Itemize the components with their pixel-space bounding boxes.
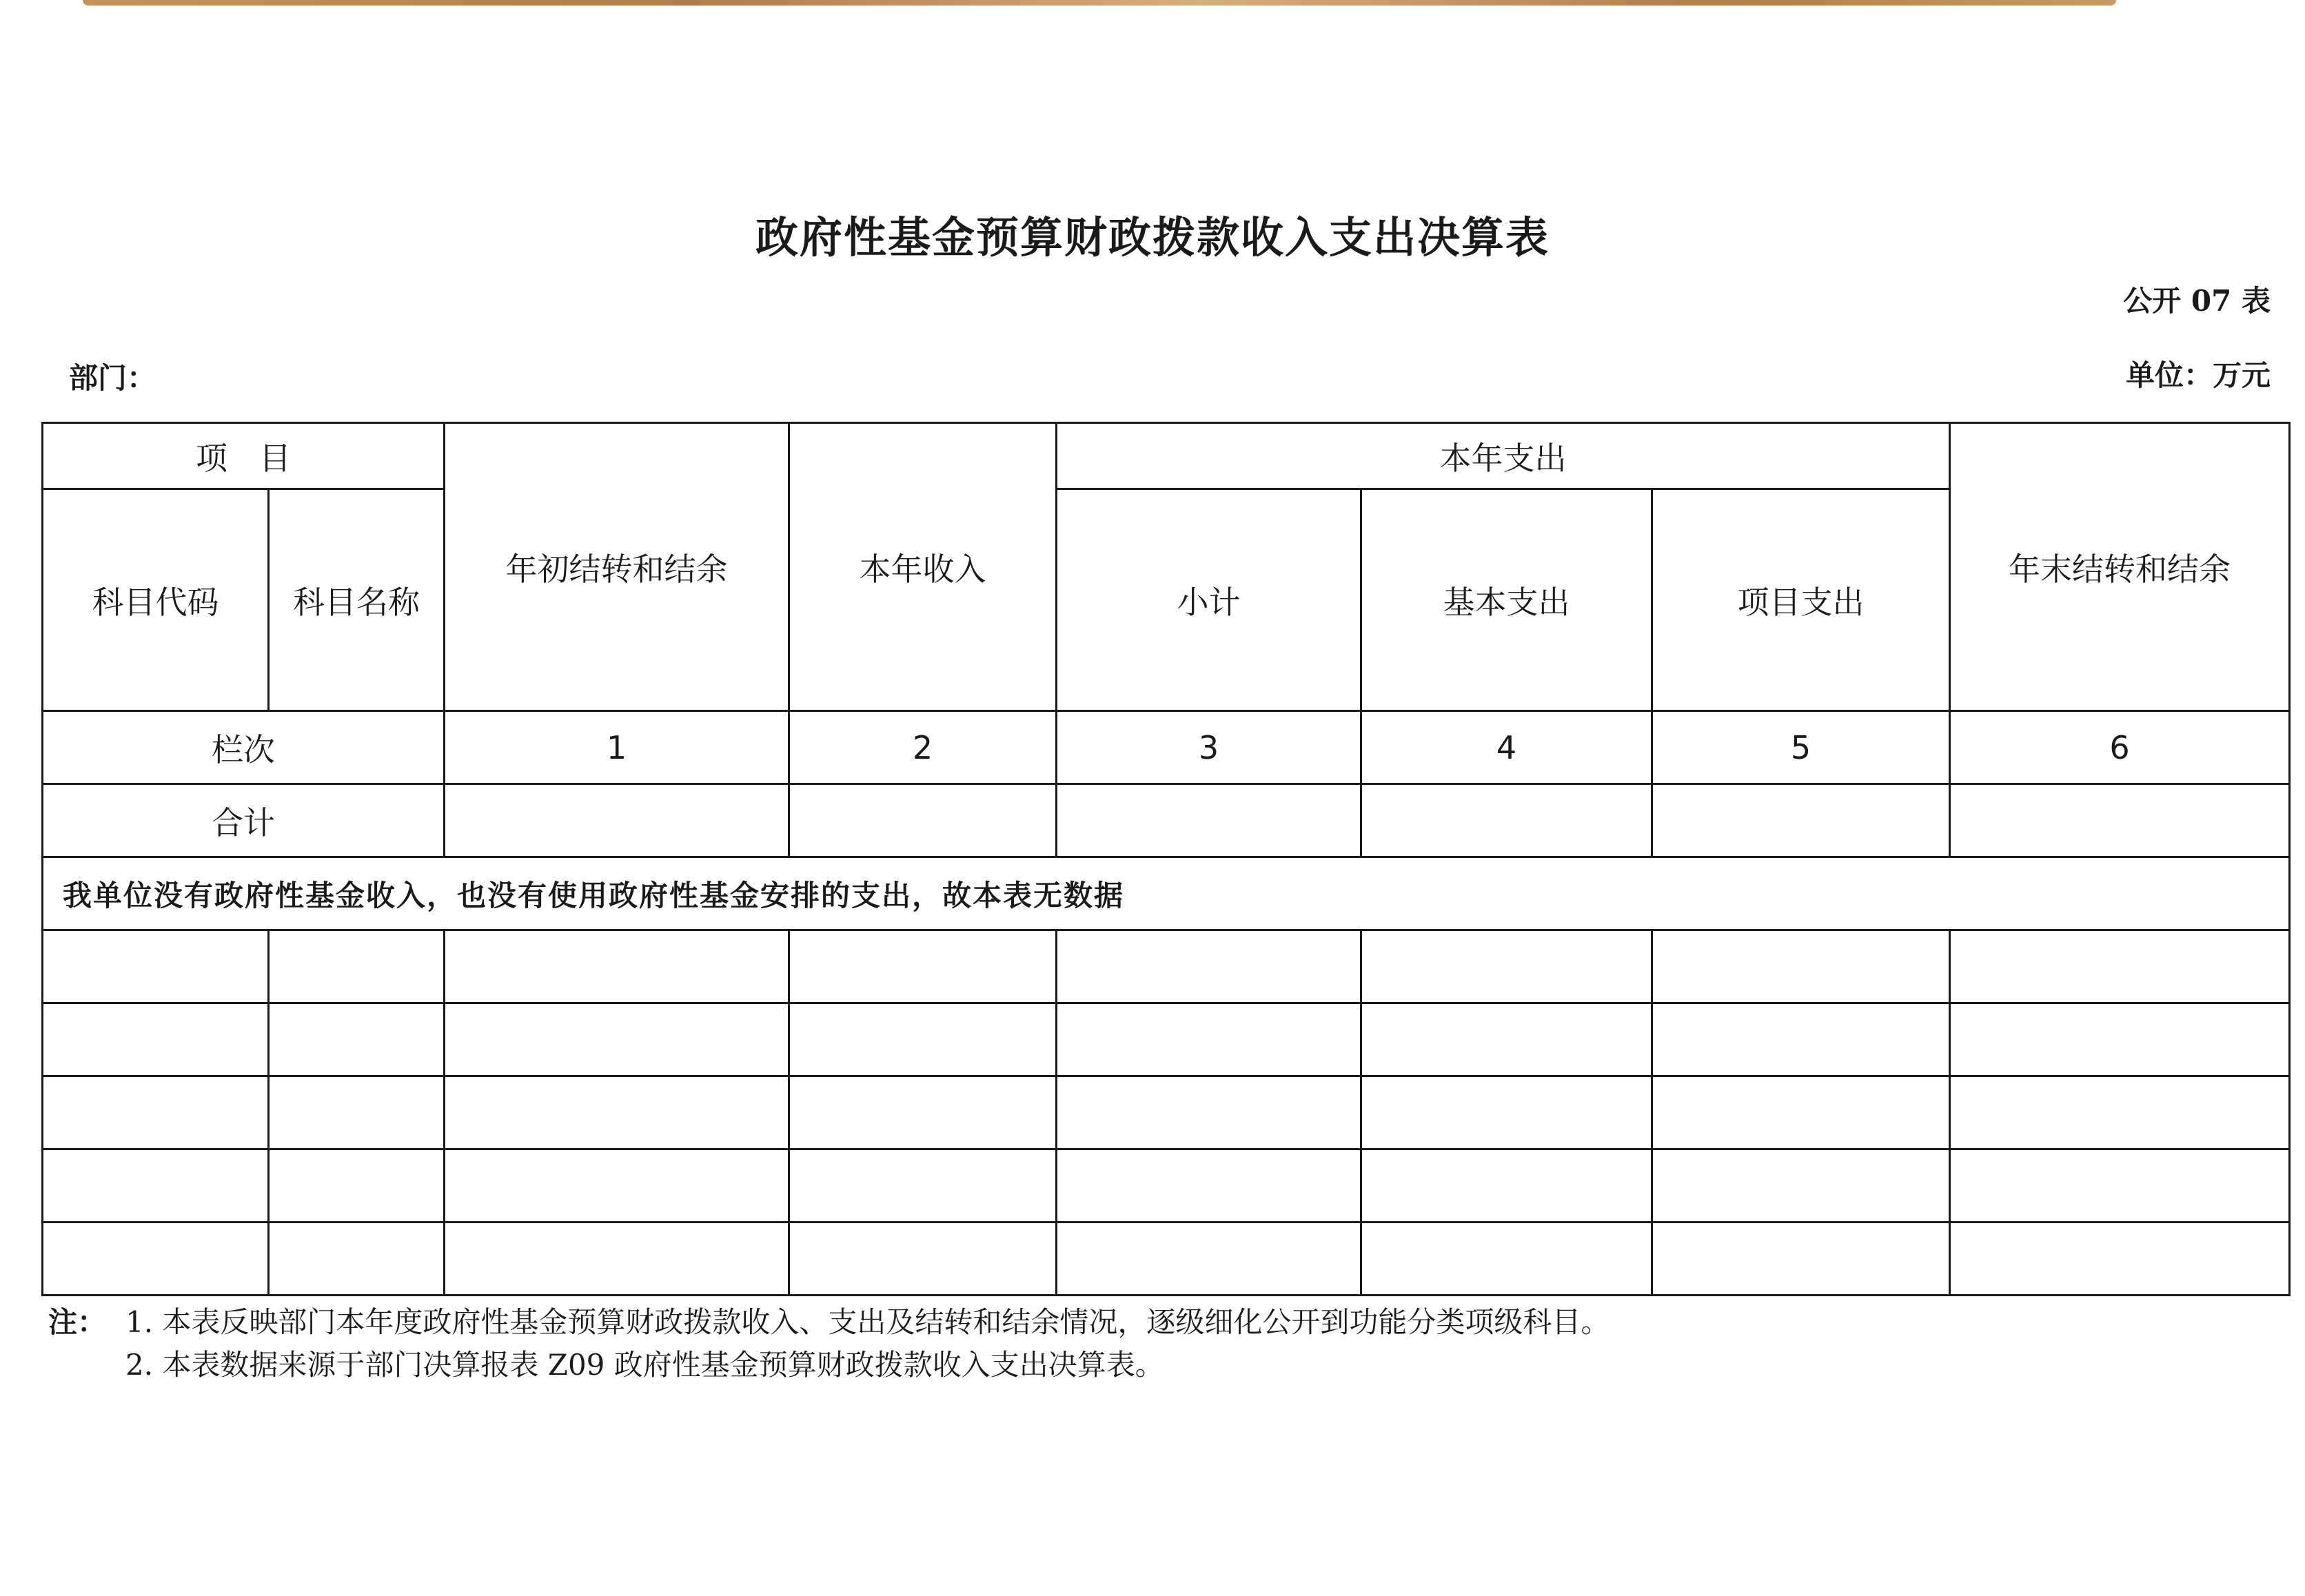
table-cell bbox=[269, 930, 445, 1003]
column-number: 3 bbox=[1057, 711, 1361, 784]
current-income-header: 本年收入 bbox=[789, 423, 1057, 711]
table-row bbox=[43, 1222, 2290, 1296]
table-cell bbox=[43, 1003, 269, 1076]
project-expense-header: 项目支出 bbox=[1652, 489, 1950, 711]
column-number: 4 bbox=[1361, 711, 1652, 784]
no-data-row bbox=[43, 857, 2290, 930]
scan-top-edge bbox=[83, 0, 2116, 6]
total-row-label: 合计 bbox=[43, 784, 445, 857]
current-expense-group-header: 本年支出 bbox=[1057, 423, 1950, 489]
department-label: 部门： bbox=[69, 361, 156, 395]
table-cell bbox=[1652, 784, 1950, 857]
closing-balance-header: 年末结转和结余 bbox=[1950, 423, 2290, 711]
unit-label: 单位：万元 bbox=[2125, 358, 2271, 392]
table-cell bbox=[1950, 1149, 2290, 1222]
table-cell bbox=[1950, 930, 2290, 1003]
footnote-row bbox=[48, 1301, 1610, 1344]
table-row bbox=[43, 1076, 2290, 1149]
table-cell bbox=[789, 1149, 1057, 1222]
table-cell bbox=[1057, 930, 1361, 1003]
basic-expense-header: 基本支出 bbox=[1361, 489, 1652, 711]
footnote-label: 注： bbox=[48, 1305, 107, 1339]
table-cell bbox=[1361, 1222, 1652, 1296]
table-cell bbox=[445, 784, 789, 857]
table-cell bbox=[1361, 1076, 1652, 1149]
no-data-note: 我单位没有政府性基金收入，也没有使用政府性基金安排的支出，故本表无数据 bbox=[43, 857, 2290, 930]
table-cell bbox=[1652, 1222, 1950, 1296]
table-cell bbox=[789, 930, 1057, 1003]
table-cell bbox=[43, 1222, 269, 1296]
table-cell bbox=[1057, 1076, 1361, 1149]
footnote-item: 2. 本表数据来源于部门决算报表 Z09 政府性基金预算财政拨款收入支出决算表。 bbox=[125, 1348, 1164, 1382]
table-cell bbox=[789, 784, 1057, 857]
footnotes bbox=[48, 1301, 1610, 1387]
table-row bbox=[43, 1149, 2290, 1222]
column-number: 2 bbox=[789, 711, 1057, 784]
table-cell bbox=[445, 1003, 789, 1076]
table-cell bbox=[43, 1149, 269, 1222]
table-cell bbox=[43, 930, 269, 1003]
table-cell bbox=[1057, 1003, 1361, 1076]
table-cell bbox=[269, 1003, 445, 1076]
table-cell bbox=[445, 930, 789, 1003]
header-row-1 bbox=[43, 423, 2290, 489]
table-cell bbox=[1950, 1003, 2290, 1076]
table-cell bbox=[1652, 1076, 1950, 1149]
footnote-row bbox=[48, 1344, 1610, 1387]
column-index-label: 栏次 bbox=[43, 711, 445, 784]
table-cell bbox=[445, 1076, 789, 1149]
footnote-item: 1. 本表反映部门本年度政府性基金预算财政拨款收入、支出及结转和结余情况，逐级细化公开到功能分类项级科目。 bbox=[125, 1305, 1610, 1339]
table-cell bbox=[789, 1222, 1057, 1296]
total-row bbox=[43, 784, 2290, 857]
column-number: 5 bbox=[1652, 711, 1950, 784]
table-cell bbox=[1361, 784, 1652, 857]
table-row bbox=[43, 930, 2290, 1003]
table-cell bbox=[789, 1003, 1057, 1076]
table-row bbox=[43, 1003, 2290, 1076]
table-cell bbox=[1950, 1076, 2290, 1149]
table-cell bbox=[1361, 930, 1652, 1003]
table-cell bbox=[1950, 1222, 2290, 1296]
table-cell bbox=[43, 1076, 269, 1149]
subtotal-header: 小计 bbox=[1057, 489, 1361, 711]
table-cell bbox=[269, 1076, 445, 1149]
table-cell bbox=[1361, 1149, 1652, 1222]
table-cell bbox=[269, 1149, 445, 1222]
table-cell bbox=[1361, 1003, 1652, 1076]
table-cell bbox=[1057, 784, 1361, 857]
column-number: 6 bbox=[1950, 711, 2290, 784]
table-cell bbox=[269, 1222, 445, 1296]
table-cell bbox=[1057, 1222, 1361, 1296]
table-cell bbox=[1057, 1149, 1361, 1222]
column-index-row bbox=[43, 711, 2290, 784]
column-number: 1 bbox=[445, 711, 789, 784]
project-group-header: 项 目 bbox=[43, 423, 445, 489]
fund-table bbox=[41, 422, 2291, 1296]
opening-balance-header: 年初结转和结余 bbox=[445, 423, 789, 711]
table-cell bbox=[1652, 1003, 1950, 1076]
subject-name-header: 科目名称 bbox=[269, 489, 445, 711]
page-title: 政府性基金预算财政拨款收入支出决算表 bbox=[755, 212, 1550, 263]
table-cell bbox=[1652, 1149, 1950, 1222]
table-cell bbox=[445, 1149, 789, 1222]
table-cell bbox=[445, 1222, 789, 1296]
table-cell bbox=[1652, 930, 1950, 1003]
table-code: 公开 07 表 bbox=[2123, 284, 2271, 318]
table-cell bbox=[1950, 784, 2290, 857]
subject-code-header: 科目代码 bbox=[43, 489, 269, 711]
table-cell bbox=[789, 1076, 1057, 1149]
footnote-indent bbox=[48, 1344, 125, 1387]
